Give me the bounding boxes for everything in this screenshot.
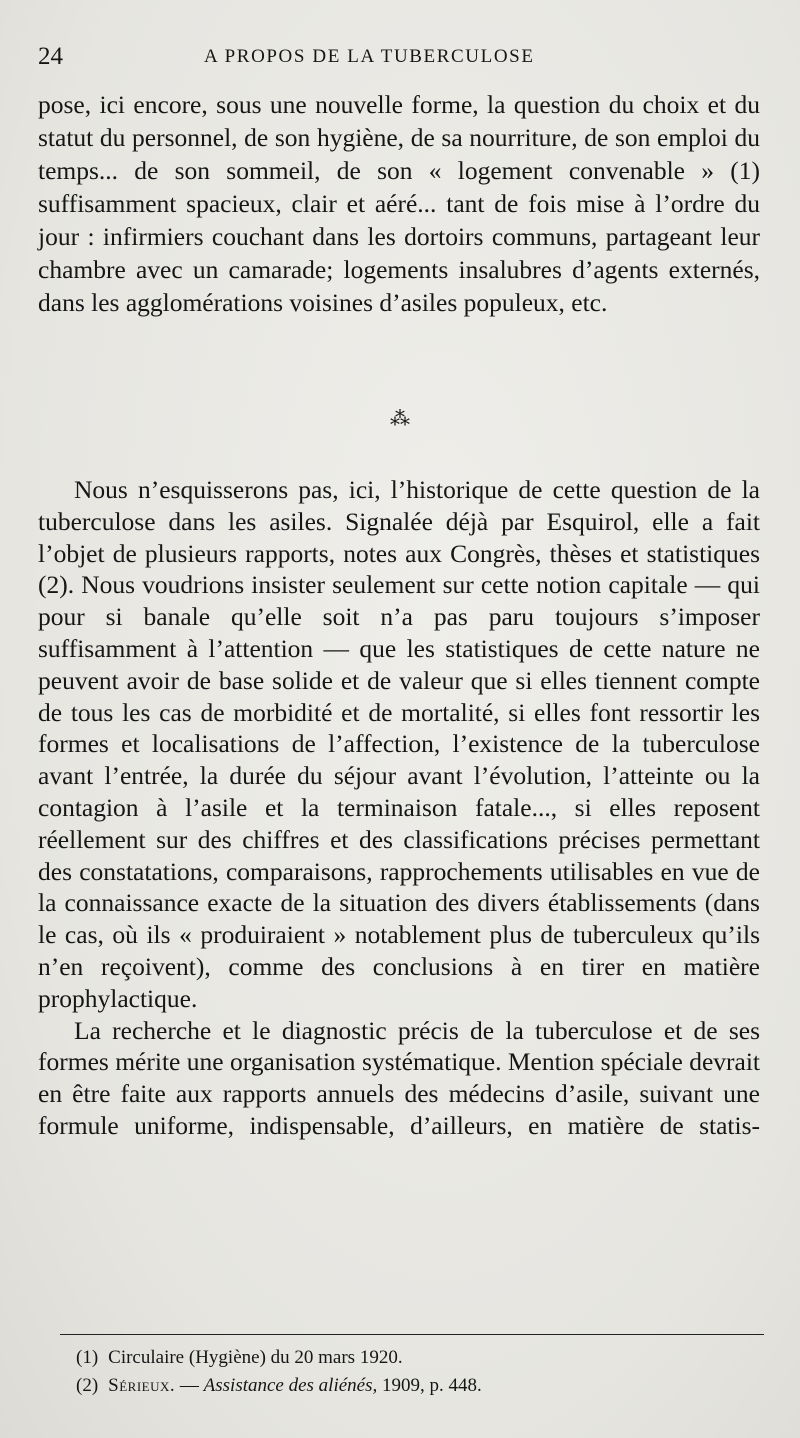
footnotes <box>76 1344 482 1400</box>
footnote-1 <box>76 1344 482 1372</box>
footnote-rule <box>60 1334 764 1335</box>
footnote-dash: — <box>175 1375 204 1396</box>
page-header <box>38 40 770 74</box>
footnote-work-title: Assistance des aliénés, <box>203 1375 378 1396</box>
footnote-citation: 1909, p. 448. <box>377 1375 482 1396</box>
paragraph-3: La recherche et le diagnostic précis de la tuberculose et de ses formes mérite une organisation systématique. Mention spéciale devrait en être faite aux rapports annuels des médecins d’asile, suivant une formule uniforme, indispensable, d’ailleurs, en matière de statis- <box>38 1015 760 1140</box>
footnote-2 <box>76 1372 482 1400</box>
running-title: A PROPOS DE LA TUBERCULOSE <box>204 46 535 67</box>
footnote-author: Sérieux. <box>108 1375 176 1396</box>
page-number: 24 <box>38 43 63 70</box>
paragraph-2: Nous n’esquisserons pas, ici, l’historique de cette question de la tuberculose dans les asiles. Signalée déjà par Esquirol, elle a fait l’objet de plusieurs rapports, notes aux Congrès, thèses et statistiques (2). Nous voudrions insister seulement sur cette notion capitale — qui pour si banale qu’elle soit n’a pas paru toujours s’imposer suffisamment à l’attention — que les statistiques de cette nature ne peuvent avoir de base solide et de valeur que si elles tiennent compte de tous les cas de morbidité et de mortalité, si elles font ressortir les formes et localisations de l’affection, l’existence de la tuberculose avant l’entrée, la durée du séjour avant l’évolution, l’atteinte ou la contagion à l’asile et la terminaison fatale..., si elles reposent réellement sur des chiffres et des classifications précises permettant des constatations, comparaisons, rapprochements utilisables en vue de la connaissance exacte de la situation des divers établissements (dans le cas, où ils « produiraient » notablement plus de tuberculeux qu’ils n’en reçoivent), comme des conclusions à en tirer en matière prophylactique. <box>38 475 760 1013</box>
footnote-mark: (2) <box>76 1375 99 1396</box>
footnote-text: Circulaire (Hygiène) du 20 mars 1920. <box>108 1347 403 1368</box>
paragraph-continued <box>38 88 760 319</box>
paragraph-1: pose, ici encore, sous une nouvelle forme, la question du choix et du statut du personnel, de son hygiène, de sa nourriture, de son emploi du temps... de son sommeil, de son « logement convenable » (1) suffisamment spacieux, clair et aéré... tant de fois mise à l’ordre du jour : infirmiers couchant dans les dortoirs communs, partageant leur chambre avec un camarade; logements insalubres d’agents externés, dans les agglomérations voisines d’asiles populeux, etc. <box>38 90 760 317</box>
footnote-mark: (1) <box>76 1347 99 1368</box>
section-separator-asterism: ⁂ <box>390 408 410 430</box>
section-body <box>38 474 760 1142</box>
